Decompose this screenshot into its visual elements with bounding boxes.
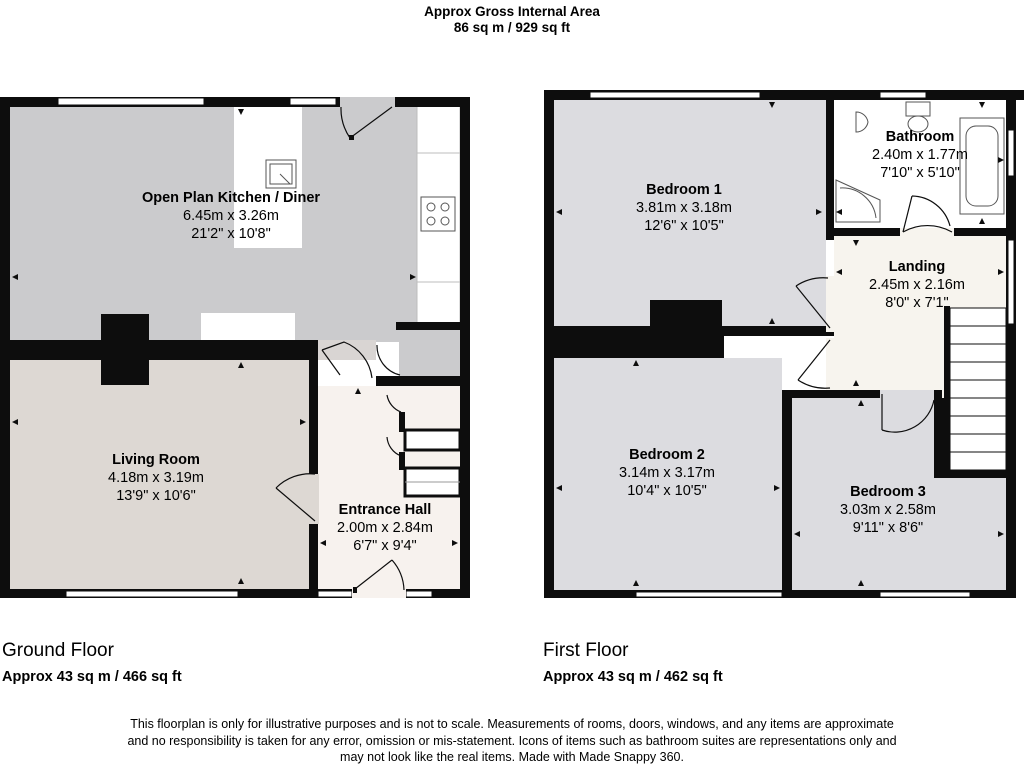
ground-floor-title: Ground Floor [2, 640, 114, 661]
room-imperial: 12'6" x 10'5" [644, 218, 724, 234]
room-label-bathroom [872, 128, 968, 182]
room-name: Entrance Hall [338, 502, 432, 518]
room-metric: 3.81m x 3.18m [636, 200, 732, 216]
room-imperial: 7'10" x 5'10" [880, 165, 960, 181]
disclaimer [0, 716, 1024, 766]
room-metric: 2.45m x 2.16m [869, 277, 965, 293]
room-metric: 6.45m x 3.26m [183, 208, 279, 224]
disclaimer-line: and no responsibility is taken for any error, omission or mis-statement. Icons of items such as bathroom suites are representations only and [127, 733, 897, 748]
room-label-kitchen [142, 189, 320, 243]
room-name: Bedroom 3 [850, 484, 926, 500]
room-label-bedroom-2 [619, 446, 715, 500]
room-label-living-room [108, 451, 204, 505]
gross-area-title: Approx Gross Internal Area [424, 4, 600, 19]
room-name: Landing [888, 259, 946, 275]
room-imperial: 9'11" x 8'6" [852, 520, 924, 536]
room-label-bedroom-1 [636, 181, 732, 235]
room-name: Bedroom 1 [646, 182, 722, 198]
room-metric: 3.14m x 3.17m [619, 465, 715, 481]
kitchen-counter-bottom [201, 313, 295, 340]
first-floor-area: Approx 43 sq m / 462 sq ft [543, 669, 723, 685]
room-imperial: 8'0" x 7'1" [885, 295, 949, 311]
room-imperial: 6'7" x 9'4" [353, 538, 417, 554]
gross-area-value: 86 sq m / 929 sq ft [453, 20, 571, 35]
room-label-bedroom-3 [840, 483, 936, 537]
room-name: Living Room [112, 452, 200, 468]
room-name: Bathroom [885, 129, 955, 145]
room-metric: 2.00m x 2.84m [337, 520, 433, 536]
room-name: Bedroom 2 [629, 447, 705, 463]
hob-icon [421, 197, 455, 231]
room-name: Open Plan Kitchen / Diner [141, 190, 321, 206]
first-floor-title: First Floor [543, 640, 629, 661]
room-imperial: 21'2" x 10'8" [191, 226, 271, 242]
room-metric: 2.40m x 1.77m [872, 147, 968, 163]
room-label-landing [869, 258, 965, 312]
disclaimer-line: This floorplan is only for illustrative purposes and is not to scale. Measurements of rooms, doors, windows, and any items are approximate [130, 717, 894, 731]
room-label-entrance-hall [337, 501, 433, 555]
ground-floor-area: Approx 43 sq m / 466 sq ft [2, 669, 182, 685]
staircase-icon [950, 308, 1006, 470]
room-metric: 4.18m x 3.19m [108, 470, 204, 486]
disclaimer-line: may not look like the real items. Made with Made Snappy 360. [340, 750, 684, 764]
room-metric: 3.03m x 2.58m [840, 502, 936, 518]
room-imperial: 13'9" x 10'6" [116, 488, 196, 504]
room-imperial: 10'4" x 10'5" [627, 483, 707, 499]
toilet-icon [906, 102, 930, 116]
